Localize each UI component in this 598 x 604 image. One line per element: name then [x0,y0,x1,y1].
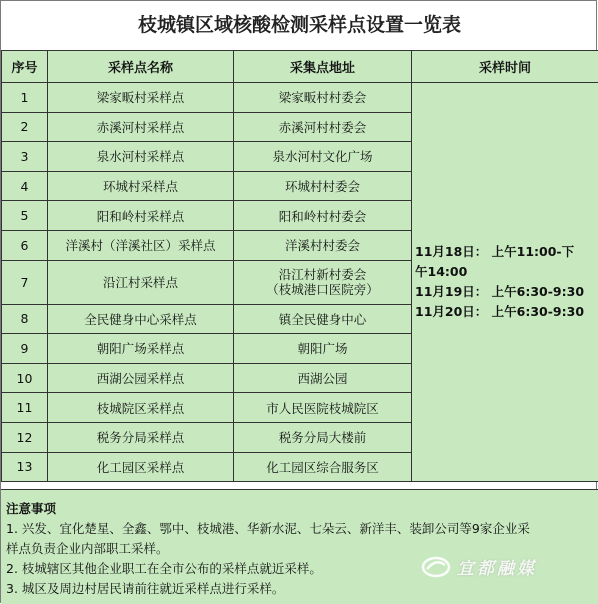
row-address-note: （枝城港口医院旁） [266,282,379,298]
row-name: 阳和岭村采样点 [48,201,234,231]
header-name: 采样点名称 [48,51,234,83]
header-time: 采样时间 [412,51,598,83]
row-no: 13 [2,452,48,482]
row-name: 泉水河村采样点 [48,142,234,172]
row-no: 9 [2,334,48,364]
watermark-logo-icon [421,556,451,578]
watermark [421,554,537,579]
header-no: 序号 [2,51,48,83]
row-no: 5 [2,201,48,231]
notes-item-3: 3. 城区及周边村居民请前往就近采样点进行采样。 [6,581,285,596]
row-address: 洋溪村村委会 [234,230,412,260]
row-address: 西湖公园 [234,363,412,393]
row-no: 2 [2,112,48,142]
row-no: 11 [2,393,48,423]
time-line-2: 午14:00 [415,264,468,280]
row-address: 阳和岭村村委会 [234,201,412,231]
row-name: 全民健身中心采样点 [48,304,234,334]
row-no: 10 [2,363,48,393]
time-line-1: 11月18日： 上午11:00-下 [415,244,575,260]
row-address: 市人民医院枝城院区 [234,393,412,423]
row-address: 泉水河村文化广场 [234,142,412,172]
row-address: 朝阳广场 [234,334,412,364]
notes-item-1-cont: 样点负责企业内部职工采样。 [6,541,169,556]
row-name: 赤溪河村采样点 [48,112,234,142]
row-name: 枝城院区采样点 [48,393,234,423]
row-name: 梁家畈村采样点 [48,83,234,113]
row-name: 税务分局采样点 [48,422,234,452]
time-line-4: 11月20日： 上午6:30-9:30 [415,304,585,320]
row-no: 3 [2,142,48,172]
sampling-time-cell [412,83,598,482]
row-address: 镇全民健身中心 [234,304,412,334]
row-no: 6 [2,230,48,260]
row-address: 赤溪河村村委会 [234,112,412,142]
row-name: 沿江村采样点 [48,260,234,304]
row-name: 化工园区采样点 [48,452,234,482]
row-name: 环城村采样点 [48,171,234,201]
row-name: 朝阳广场采样点 [48,334,234,364]
notes-item-1: 1. 兴发、宜化楚星、全鑫、鄂中、枝城港、华新水泥、七朵云、新洋丰、装卸公司等9家企业采 [6,521,530,536]
page-title: 枝城镇区域核酸检测采样点设置一览表 [1,1,598,51]
row-address: 梁家畈村村委会 [234,83,412,113]
row-address: 税务分局大楼前 [234,422,412,452]
row-no: 4 [2,171,48,201]
row-name: 洋溪村（洋溪社区）采样点 [48,230,234,260]
notes-section [1,489,598,604]
time-line-3: 11月19日： 上午6:30-9:30 [415,284,585,300]
sampling-table [1,50,598,482]
row-no: 7 [2,260,48,304]
table-header-row [2,51,598,83]
row-no: 8 [2,304,48,334]
row-no: 1 [2,83,48,113]
row-address-multiline [234,260,412,304]
notes-item-2: 2. 枝城辖区其他企业职工在全市公布的采样点就近采样。 [6,561,322,576]
row-address: 化工园区综合服务区 [234,452,412,482]
row-name: 西湖公园采样点 [48,363,234,393]
row-no: 12 [2,422,48,452]
row-address: 环城村村委会 [234,171,412,201]
table-row [2,83,598,113]
row-address: 沿江村新村委会 [278,267,367,283]
notes-heading: 注意事项 [6,501,57,516]
watermark-text: 宜都融媒 [457,559,537,579]
header-address: 采集点地址 [234,51,412,83]
